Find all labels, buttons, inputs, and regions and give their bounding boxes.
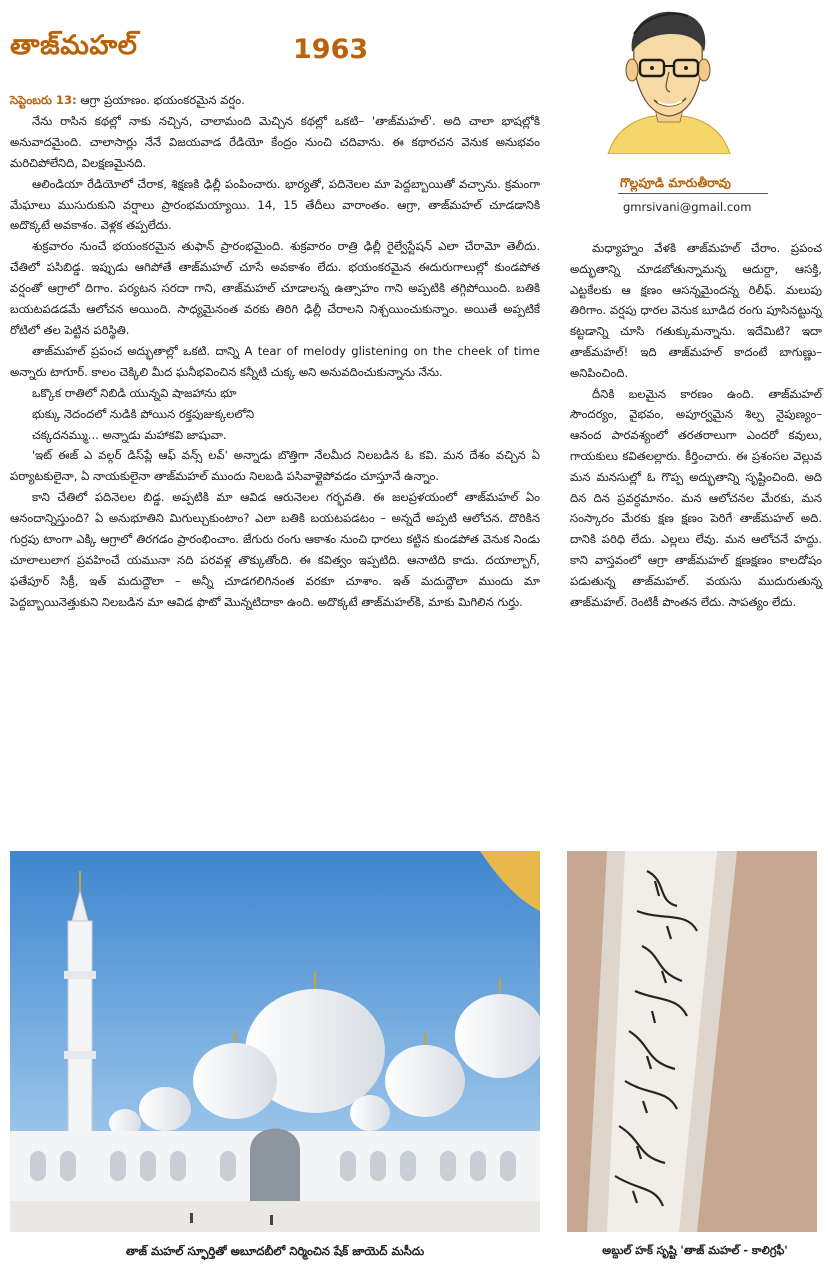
mosque-photo xyxy=(10,851,540,1232)
main-column xyxy=(10,90,540,613)
article-title: తాజ్‌మహల్ xyxy=(10,30,138,61)
side-column xyxy=(570,238,822,612)
author-divider xyxy=(618,193,768,194)
date-label: సెప్టెంబరు 13: xyxy=(10,93,77,107)
author-name: గొల్లపూడి మారుతీరావు xyxy=(620,175,731,190)
body-paragraph: కాని చేతిలో పదినెలల బిడ్డ. అప్పటికి మా ఆవిడ ఆరునెలల గర్భవతి. ఈ జలప్రళయంలో తాజ్‌మహల్ ఏం ఆనందాన్నిస్తుంది? ఏ అనుభూతిని మిగుల్చుకుంటాం? ఎలా బతికి బయటపడటం – అన్నదే అప్పటి ఆలోచన. దొరికిన గుర్రపు టాంగా ఎక్కి ఆగ్రాలో తిరగడం ప్రారంభించాం. జేగురు రంగు ఆకాశం నుంచి ధారలు కట్టిన కుండపోత వెనుక నిండు చూలాలులాగ ప్రవహించే యమునా నది పరవళ్ల తొక్కుతోంది. ఈ కవిత్వం ఇప్పటిది. ఆనాటిది కాదు. దయాల్బాగ్, ఫతేపూర్ సిక్రీ, ఇత్ మదుద్దౌలా – అన్నీ చూడగలిగినంత వరకూ చూశాం. ఇత్ మదుద్దౌలా ముందు మా పెద్దబ్బాయినెత్తుకుని నిలబడిన మా ఆవిడ ఫొటో మొన్నటిదాకా ఉంది. అదొక్కటే తాజ్‌మహల్‌కి, మాకు మిగిలిన గుర్తు. xyxy=(10,490,540,609)
side-paragraph: మధ్యాహ్నం వేళకి తాజ్‌మహల్ చేరాం. ప్రపంచ అద్భుతాన్ని చూడబోతున్నామన్న ఆదుర్దా, ఆసక్తి, ఎట్టకేలకు ఆ క్షణం ఆసన్నమైందన్న రిలీఫ్. మలుపు తిరిగాం. వర్షపు ధారల వెనుక బూడిద రంగు పూసినట్టున్న కట్టడాన్ని చూసి గతుక్కుమన్నాను. ఇదేమిటి? ఇదా తాజ్‌మహల్! ఇది తాజ్‌మహల్ కాదంటే బాగుణ్ణు– అనిపించింది. xyxy=(570,241,822,380)
body-paragraph: ఆలిండియా రేడియోలో చేరాక, శిక్షణకి ఢిల్లీ పంపించారు. భార్యతో, పదినెలల మా పెద్దబ్బాయితో వచ్చాను. క్రమంగా మేఘాలు ముసురుకుని వర్షాలు ప్రారంభమయ్యాయి. 14, 15 తేదీలు వారాంతం. ఆగ్రా, తాజ్‌మహల్ చూడడానికి అదొక్కటే అవకాశం. వెళ్లక తప్పలేదు. xyxy=(10,176,540,233)
author-email: gmrsivani@gmail.com xyxy=(623,200,752,214)
body-paragraph: శుక్రవారం నుంచే భయంకరమైన తుఫాన్ ప్రారంభమైంది. శుక్రవారం రాత్రి ఢిల్లీ రైల్వేస్టేషన్ ఎలా చేరామో తెలీదు. చేతిలో పసిబిడ్డ. ఇప్పుడు ఆగిపోతే తాజ్‌మహల్ చూసే అవకాశం లేదు. భయంకరమైన ఈదురుగాలుల్లో కుండపోత వర్షంతో ఆగ్రాలో దిగాం. పర్యటన సరదా గాని, తాజ్‌మహల్ చూడాలన్న ఉత్సాహం గాని అప్పటికి తగ్గిపోయింది. బతికి బయటపడడమే ఆలోచన అయింది. సాధ్యమైనంత వరకు తిరిగి ఢిల్లీ చేరాలని నిశ్చయించుకున్నాం. అయితే అప్పటికే రోటిలో తల పెట్టిన పరిస్థితి. xyxy=(10,239,540,337)
poem-line: చక్కదనమ్ము... అన్నాడు మహాకవి జాషువా. xyxy=(32,427,227,442)
body-paragraph: 'ఇట్ ఈజ్ ఎ వల్గర్ డిస్‌ప్లే ఆఫ్ వన్స్ లవ్' అన్నాడు బొత్తిగా నేలమీద నిలబడిన ఓ కవి. మన దేశం వచ్చిన ఏ పర్యాటకులైనా, ఏ నాయకులైనా తాజ్‌మహల్ ముందు నిలబడి పసివాళ్లైపోవడం చూస్తూనే ఉన్నాం. xyxy=(10,448,540,484)
mosque-caption: తాజ్ మహల్ స్ఫూర్తితో అబూదబీలో నిర్మించిన షేక్ జాయెద్ మసీదు xyxy=(125,1244,425,1258)
calligraphy-photo xyxy=(567,851,817,1232)
lead-paragraph xyxy=(10,90,540,111)
body-paragraph: నేను రాసిన కథల్లో నాకు నచ్చిన, చాలామంది మెచ్చిన కథల్లో ఒకటి– 'తాజ్‌మహల్'. అది చాలా భాషల్లోకి అనువాదమైంది. చాలాసార్లు నేనే విజయవాడ రేడియో కేంద్రం నుంచి చదివాను. ఈ కథారచన వెనుక అనుభవం మరిచిపోలేనిది, విలక్షణమైనది. xyxy=(10,113,540,170)
lead-text: ఆగ్రా ప్రయాణం. భయంకరమైన వర్షం. xyxy=(76,93,245,107)
author-portrait xyxy=(588,4,748,154)
article-year: 1963 xyxy=(293,34,369,65)
calligraphy-caption: అబ్దుల్ హక్ సృష్టి 'తాజ్ మహల్ - కాలిగ్రఫీ' xyxy=(602,1244,788,1257)
poem-line: ఒక్కొక రాతిలో నిబిడి యున్నవి షాజహాను భూ xyxy=(32,385,237,400)
poem-line: భుక్కు నెదందలో నుడికి పోయిన రక్తపుజుక్కలలోని xyxy=(32,406,255,421)
body-paragraph: తాజ్‌మహల్ ప్రపంచ అద్భుతాల్లో ఒకటి. దాన్ని A tear of melody glistening on the cheek of time అన్నారు టాగూర్. కాలం చెక్కిలి మీద ఘనీభవించిన కన్నీటి చుక్క అని అనువదించుకున్నాను నేను. xyxy=(10,343,540,379)
side-paragraph: దీనికి బలమైన కారణం ఉంది. తాజ్‌మహల్ సౌందర్యం, వైభవం, అపూర్వమైన శిల్ప నైపుణ్యం– ఆనంద పారవశ్యంలో తరతరాలుగా ఎందరో కవులు, గాయకులు కవితలల్లారు. కీర్తించారు. ఈ ప్రశంసల వెల్లువ మన మనసుల్లో ఓ గొప్ప అద్భుతాన్ని సృష్టించింది. అది దిన దిన ప్రవర్ధమానం. మన ఆలోచనల మేరకు, మన సంస్కారం మేరకు క్షణ క్షణం పెరిగే తాజ్‌మహల్ అది. దానికి పరిధి లేదు. ఎల్లలు లేవు. మన ఆలోచనే హద్దు. కాని వాస్తవంలో ఆగ్రా తాజ్‌మహల్ క్షణక్షణం కాలదోషం పడుతున్న తాజ్‌మహల్. వయసు ముదురుతున్న తాజ్‌మహల్. రెంటికీ పొంతన లేదు. సాపత్యం లేదు. xyxy=(570,386,822,609)
